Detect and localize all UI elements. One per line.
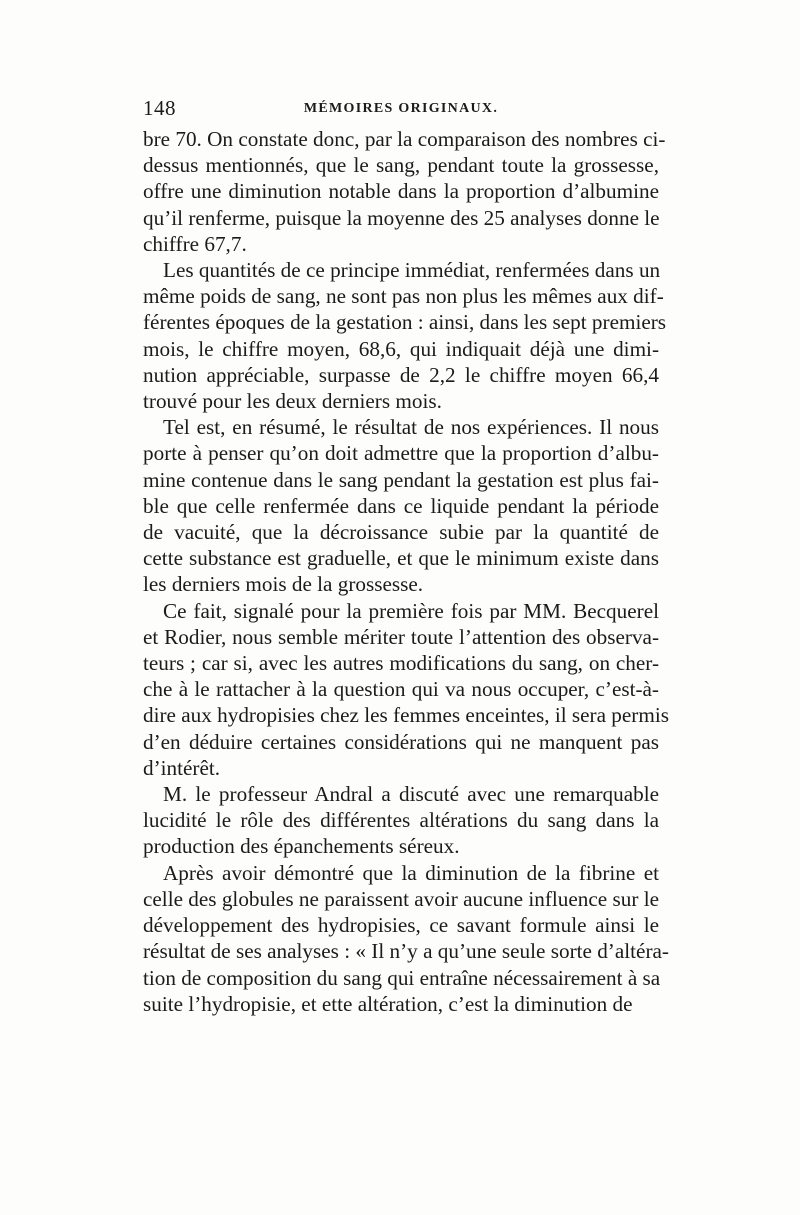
- text-line: bre 70. On constate donc, par la comparaison des nombres ci-: [143, 127, 666, 151]
- running-head: MÉMOIRES ORIGINAUX.: [303, 101, 499, 116]
- text-line: Ce fait, signalé pour la première fois par MM. Becquerel: [163, 598, 659, 623]
- paragraph: [143, 126, 666, 257]
- text-line: Tel est, en résumé, le résultat de nos expériences. Il nous: [163, 415, 659, 440]
- text-line: che à le rattacher à la question qui va nous occuper, c’est-à-: [143, 677, 659, 702]
- text-line: dire aux hydropisies chez les femmes enceintes, il sera permis: [143, 703, 669, 728]
- text-line: les derniers mois de la grossesse.: [143, 572, 424, 597]
- text-line: résultat de ses analyses : « Il n’y a qu’une seule sorte d’altéra-: [143, 939, 669, 964]
- text-line: même poids de sang, ne sont pas non plus les mêmes aux dif-: [143, 284, 664, 309]
- paragraph: [143, 414, 659, 597]
- paragraph: [143, 860, 669, 1017]
- text-line: tion de composition du sang qui entraîne nécessairement à sa: [143, 965, 661, 990]
- text-line: nution appréciable, surpasse de 2,2 le chiffre moyen 66,4: [143, 362, 659, 387]
- text-line: porte à penser qu’on doit admettre que la proportion d’albu-: [143, 441, 659, 466]
- text-line: trouvé pour les deux derniers mois.: [143, 389, 442, 414]
- text-line: mine contenue dans le sang pendant la gestation est plus fai-: [143, 467, 659, 492]
- text-line: teurs ; car si, avec les autres modifications du sang, on cher-: [143, 651, 659, 676]
- text-line: suite l’hydropisie, et ette altération, c’est la diminution de: [143, 991, 633, 1016]
- text-line: d’intérêt.: [143, 755, 221, 780]
- text-line: M. le professeur Andral a discuté avec une remarquable: [163, 782, 659, 807]
- page-header: [143, 96, 659, 120]
- text-line: développement des hydropisies, ce savant formule ainsi le: [143, 913, 659, 938]
- text-line: ble que celle renfermée dans ce liquide pendant la période: [143, 493, 659, 518]
- text-line: cette substance est graduelle, et que le minimum existe dans: [143, 546, 659, 571]
- page-number: 148: [143, 96, 176, 120]
- text-line: d’en déduire certaines considérations qui ne manquent pas: [143, 729, 659, 754]
- paragraph: [143, 781, 659, 860]
- paragraph: [143, 257, 667, 414]
- text-line: chiffre 67,7.: [143, 231, 247, 256]
- paragraph: [143, 598, 669, 781]
- text-line: qu’il renferme, puisque la moyenne des 25 analyses donne le: [143, 205, 660, 230]
- text-line: lucidité le rôle des différentes altérations du sang dans la: [143, 808, 659, 833]
- text-line: Les quantités de ce principe immédiat, renfermées dans un: [163, 258, 661, 283]
- text-line: férentes époques de la gestation : ainsi, dans les sept premiers: [143, 310, 667, 335]
- text-line: production des épanchements séreux.: [143, 834, 460, 859]
- text-line: mois, le chiffre moyen, 68,6, qui indiquait déjà une dimi-: [143, 336, 659, 361]
- text-line: Après avoir démontré que la diminution de la fibrine et: [163, 860, 659, 885]
- body-text: [143, 126, 669, 1017]
- text-line: et Rodier, nous semble mériter toute l’attention des observa-: [143, 624, 659, 649]
- text-line: offre une diminution notable dans la proportion d’albumine: [143, 179, 659, 204]
- text-line: celle des globules ne paraissent avoir aucune influence sur le: [143, 886, 659, 911]
- text-line: de vacuité, que la décroissance subie par la quantité de: [143, 520, 659, 545]
- text-line: dessus mentionnés, que le sang, pendant toute la grossesse,: [143, 153, 659, 178]
